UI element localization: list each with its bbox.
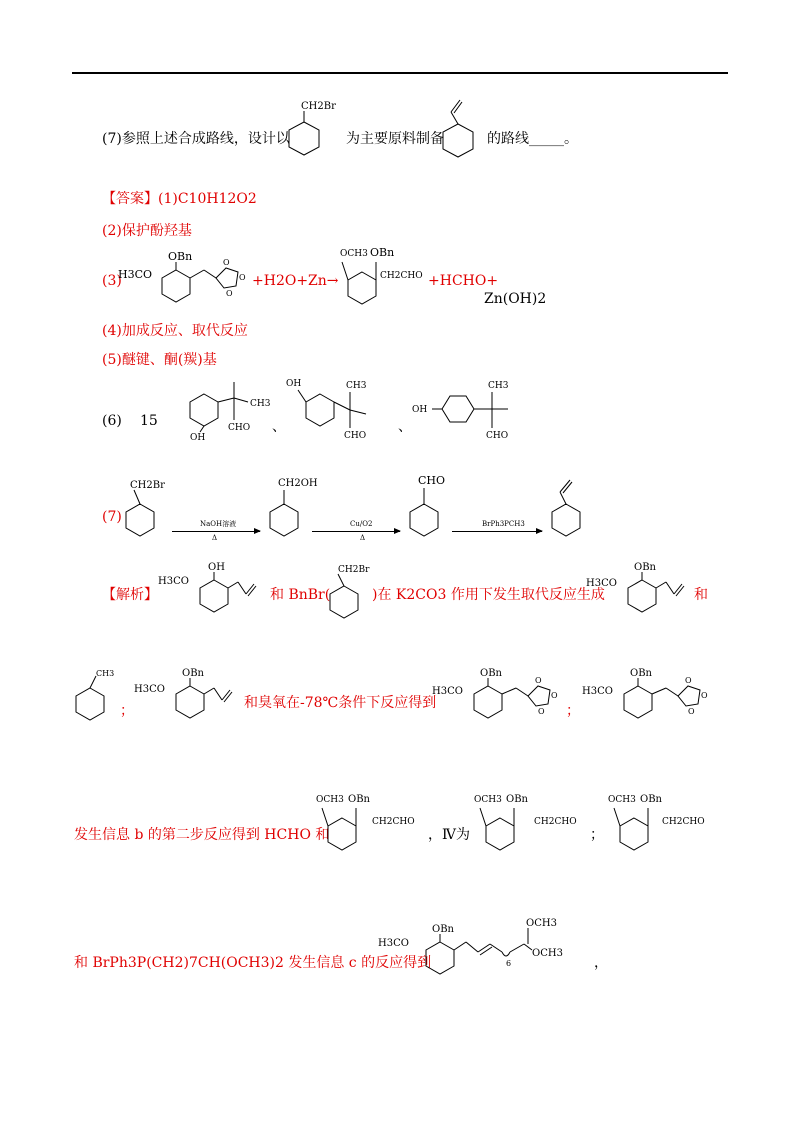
svg-text:OBn: OBn (182, 668, 204, 679)
route-benzaldehyde (402, 470, 452, 540)
answer-6-count: 15 (140, 413, 158, 429)
analysis-label: 【解析】 (102, 587, 158, 603)
svg-text:H3CO: H3CO (378, 938, 409, 949)
styrene-structure (440, 96, 482, 160)
svg-text:CH2CHO: CH2CHO (380, 271, 423, 281)
svg-text:OBn: OBn (506, 794, 528, 805)
svg-text:OCH3: OCH3 (474, 795, 502, 805)
reaction-arrow-3 (452, 531, 542, 532)
svg-text:OBn: OBn (634, 562, 656, 573)
svg-text:CH3: CH3 (96, 669, 115, 678)
svg-text:H3CO: H3CO (158, 576, 189, 587)
answer-6-sep-1: 、 (272, 419, 286, 435)
svg-text:OBn: OBn (640, 794, 662, 805)
svg-text:OH: OH (412, 405, 428, 415)
reagent-1: NaOH溶液 (200, 520, 237, 528)
svg-text:CH2Br: CH2Br (338, 565, 370, 575)
answer-3-plus1: +H2O+Zn→ (252, 273, 339, 289)
svg-text:OH: OH (208, 562, 225, 573)
answer-4: (4)加成反应、取代反应 (102, 323, 248, 339)
svg-text:OCH3: OCH3 (608, 795, 636, 805)
answer-3-num: (3) (102, 273, 122, 289)
svg-text:OBn: OBn (168, 250, 193, 263)
analysis-iv: ，Ⅳ为 (428, 827, 470, 843)
svg-text:H3CO: H3CO (118, 268, 153, 281)
svg-text:H3CO: H3CO (134, 684, 165, 695)
svg-text:CH3: CH3 (488, 381, 509, 391)
question-7-middle: 为主要原料制备 (346, 131, 444, 147)
answer-3-plus2: +HCHO+ (428, 273, 499, 289)
svg-text:OBn: OBn (348, 794, 370, 805)
answer-6-sep-2: 、 (398, 419, 412, 435)
answer-label: 【答案】 (102, 191, 158, 207)
ozonide-structure (118, 250, 248, 310)
acetal-product-structure (378, 914, 588, 988)
svg-text:CH3: CH3 (250, 399, 271, 409)
route-styrene (548, 474, 592, 540)
aldehyde-structure-2 (312, 792, 422, 858)
reaction-arrow-2 (312, 531, 400, 532)
svg-text:OBn: OBn (630, 668, 652, 679)
svg-text:O: O (535, 676, 542, 685)
analysis-comma: ， (594, 955, 608, 971)
reagent-3: BrPh3PCH3 (482, 520, 525, 528)
svg-text:OCH3: OCH3 (532, 948, 563, 959)
svg-text:CH2CHO: CH2CHO (662, 817, 705, 827)
aldehyde-structure-3 (470, 792, 590, 858)
svg-text:OH: OH (286, 379, 302, 389)
toluene-structure (70, 664, 120, 728)
svg-text:OCH3: OCH3 (526, 918, 557, 929)
ozonide-structure-2 (432, 666, 562, 728)
allyl-benzyl-ether-structure (586, 560, 696, 622)
svg-text:CHO: CHO (418, 474, 446, 487)
svg-text:OBn: OBn (370, 246, 395, 259)
isomer-2-structure (286, 370, 390, 442)
answer-1: (1)C10H12O2 (158, 191, 257, 207)
aldehyde-structure-4 (604, 792, 720, 858)
analysis-semicolon-2: ； (566, 703, 580, 719)
answer-3-zinc-hydroxide: Zn(OH)2 (484, 291, 547, 307)
isomer-3-structure (412, 372, 532, 444)
svg-text:O: O (688, 707, 695, 716)
analysis-text-3: 发生信息 b 的第二步反应得到 HCHO 和 (74, 827, 330, 843)
question-7-prefix: (7)参照上述合成路线，设计以 (102, 131, 290, 147)
svg-text:CH2CHO: CH2CHO (372, 817, 415, 827)
svg-text:CH3: CH3 (346, 381, 367, 391)
svg-text:OBn: OBn (432, 924, 454, 935)
header-rule (72, 72, 728, 74)
answer-5: (5)醚键、酮(羰)基 (102, 352, 217, 368)
svg-text:CHO: CHO (344, 431, 367, 441)
svg-text:CHO: CHO (228, 423, 251, 433)
ozonide-structure-3 (582, 666, 712, 728)
allyl-benzyl-ether-structure-2 (134, 666, 244, 728)
svg-text:O: O (551, 691, 558, 700)
svg-text:CH2Br: CH2Br (130, 480, 165, 491)
benzyl-bromide-structure (288, 98, 338, 160)
aldehyde-structure (332, 246, 432, 312)
route-benzyl-bromide (118, 476, 178, 542)
reaction-arrow-1 (172, 531, 260, 532)
answer-2: (2)保护酚羟基 (102, 223, 192, 239)
svg-text:CHO: CHO (486, 431, 509, 441)
svg-text:O: O (538, 707, 545, 716)
analysis-text-2: 和臭氧在-78℃条件下反应得到 (244, 695, 437, 711)
svg-text:OBn: OBn (480, 668, 502, 679)
answer-6-num: (6) (102, 413, 122, 429)
analysis-and: 和 (694, 587, 708, 603)
analysis-text-1: )在 K2CO3 作用下发生取代反应生成 (372, 587, 605, 603)
isomer-1-structure (176, 372, 272, 442)
benzyl-bromide-label: CH2Br (301, 101, 336, 112)
svg-text:CH2OH: CH2OH (278, 478, 318, 489)
svg-text:CH2CHO: CH2CHO (534, 817, 577, 827)
svg-text:OCH3: OCH3 (316, 795, 344, 805)
analysis-benzyl-bromide (318, 562, 374, 622)
svg-text:O: O (223, 258, 230, 267)
svg-text:6: 6 (506, 959, 512, 968)
analysis-semicolon-1: ； (120, 703, 134, 719)
svg-text:O: O (226, 289, 233, 298)
svg-text:OCH3: OCH3 (340, 249, 368, 259)
svg-text:H3CO: H3CO (586, 578, 617, 589)
reagent-2-condition: Δ (360, 534, 366, 542)
svg-text:O: O (685, 676, 692, 685)
svg-text:OH: OH (190, 433, 206, 443)
analysis-semicolon-3: ； (590, 827, 604, 843)
answer-7-num: (7) (102, 509, 122, 525)
reagent-1-condition: Δ (212, 534, 218, 542)
svg-text:O: O (701, 691, 708, 700)
question-7-suffix: 的路线_____。 (487, 131, 578, 147)
allyl-phenol-structure (158, 560, 258, 622)
svg-text:O: O (239, 273, 246, 282)
analysis-text-4: 和 BrPh3P(CH2)7CH(OCH3)2 发生信息 c 的反应得到 (74, 955, 432, 971)
svg-text:H3CO: H3CO (432, 686, 463, 697)
svg-text:H3CO: H3CO (582, 686, 613, 697)
analysis-and-bnbr: 和 BnBr( (270, 587, 331, 603)
reagent-2: Cu/O2 (350, 520, 373, 528)
